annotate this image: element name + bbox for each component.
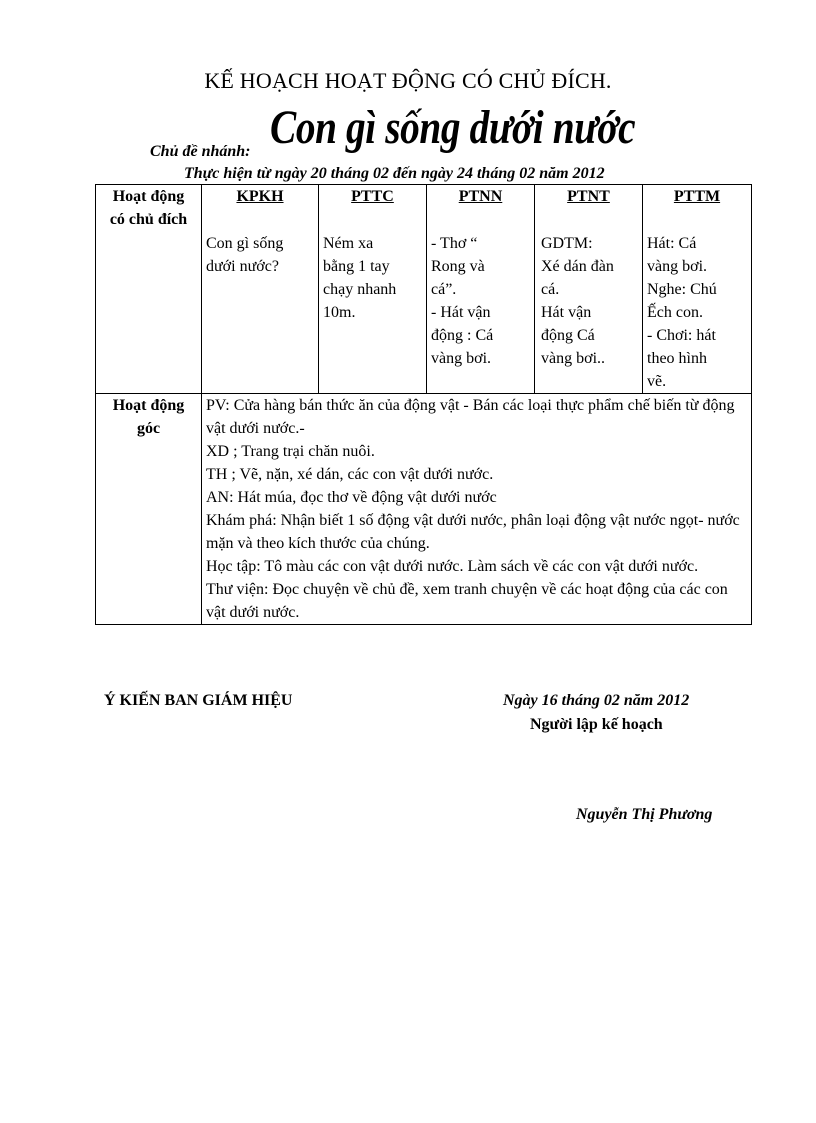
corner-activity-line: XD ; Trang trại chăn nuôi. (206, 443, 375, 460)
cell-pttm: Hát: Cá vàng bơi. Nghe: Chú Ếch con. - Chơi: hát theo hình vẽ. (647, 235, 717, 390)
column-header-ptnn: PTNN (458, 188, 503, 205)
table-row (96, 185, 752, 394)
corner-activity-line: Học tập: Tô màu các con vật dưới nước. Làm sách về các con vật dưới nước. (206, 558, 699, 575)
cell-pttc: Ném xa bằng 1 tay chạy nhanh 10m. (323, 235, 397, 321)
table-cell (202, 185, 319, 394)
corner-activity-line: PV: Cửa hàng bán thức ăn của động vật - Bán các loại thực phẩm chế biến từ động vật dưới nước.- (206, 397, 735, 437)
cell-ptnn: - Thơ “ Rong và cá”. - Hát vận động : Cá vàng bơi. (431, 235, 494, 367)
corner-activities-cell (202, 394, 752, 625)
row-label-text: Hoạt động có chủ đích (109, 188, 188, 228)
date-range: Thực hiện từ ngày 20 tháng 02 đến ngày 24 tháng 02 năm 2012 (184, 165, 605, 182)
row-label-corner (96, 394, 202, 625)
table-cell (319, 185, 427, 394)
board-opinion-label: Ý KIẾN BAN GIÁM HIỆU (104, 692, 293, 709)
corner-activity-line: TH ; Vẽ, nặn, xé dán, các con vật dưới nước. (206, 466, 494, 483)
row-label-text: Hoạt động góc (112, 397, 185, 437)
table-cell (535, 185, 643, 394)
row-label-activity (96, 185, 202, 394)
planner-role: Người lập kế hoạch (530, 716, 663, 733)
column-header-ptnt: PTNT (567, 188, 610, 205)
corner-activity-line: Thư viện: Đọc chuyện về chủ đề, xem tranh chuyện về các hoạt động của các con vật dưới nước. (206, 581, 728, 621)
cell-kpkh: Con gì sống dưới nước? (206, 235, 284, 275)
column-header-kpkh: KPKH (236, 188, 284, 205)
subtopic-label: Chủ đề nhánh: (150, 143, 251, 160)
table-row (96, 394, 752, 625)
signer-name: Nguyễn Thị Phương (576, 806, 713, 823)
column-header-pttc: PTTC (351, 188, 394, 205)
activity-plan-table (95, 184, 752, 625)
subtopic-title: Con gì sống dưới nước (270, 101, 636, 154)
cell-ptnt: GDTM: Xé dán đàn cá. Hát vận động Cá vàng bơi.. (541, 235, 614, 367)
corner-activity-line: AN: Hát múa, đọc thơ về động vật dưới nước (206, 489, 497, 506)
column-header-pttm: PTTM (673, 188, 721, 205)
table-cell (427, 185, 535, 394)
corner-activity-line: Khám phá: Nhận biết 1 số động vật dưới nước, phân loại động vật nước ngọt- nước mặn và theo kích thước của chúng. (206, 512, 740, 552)
signature-date: Ngày 16 tháng 02 năm 2012 (503, 692, 690, 709)
document-title: KẾ HOẠCH HOẠT ĐỘNG CÓ CHỦ ĐÍCH. (204, 68, 612, 93)
table-cell (643, 185, 752, 394)
